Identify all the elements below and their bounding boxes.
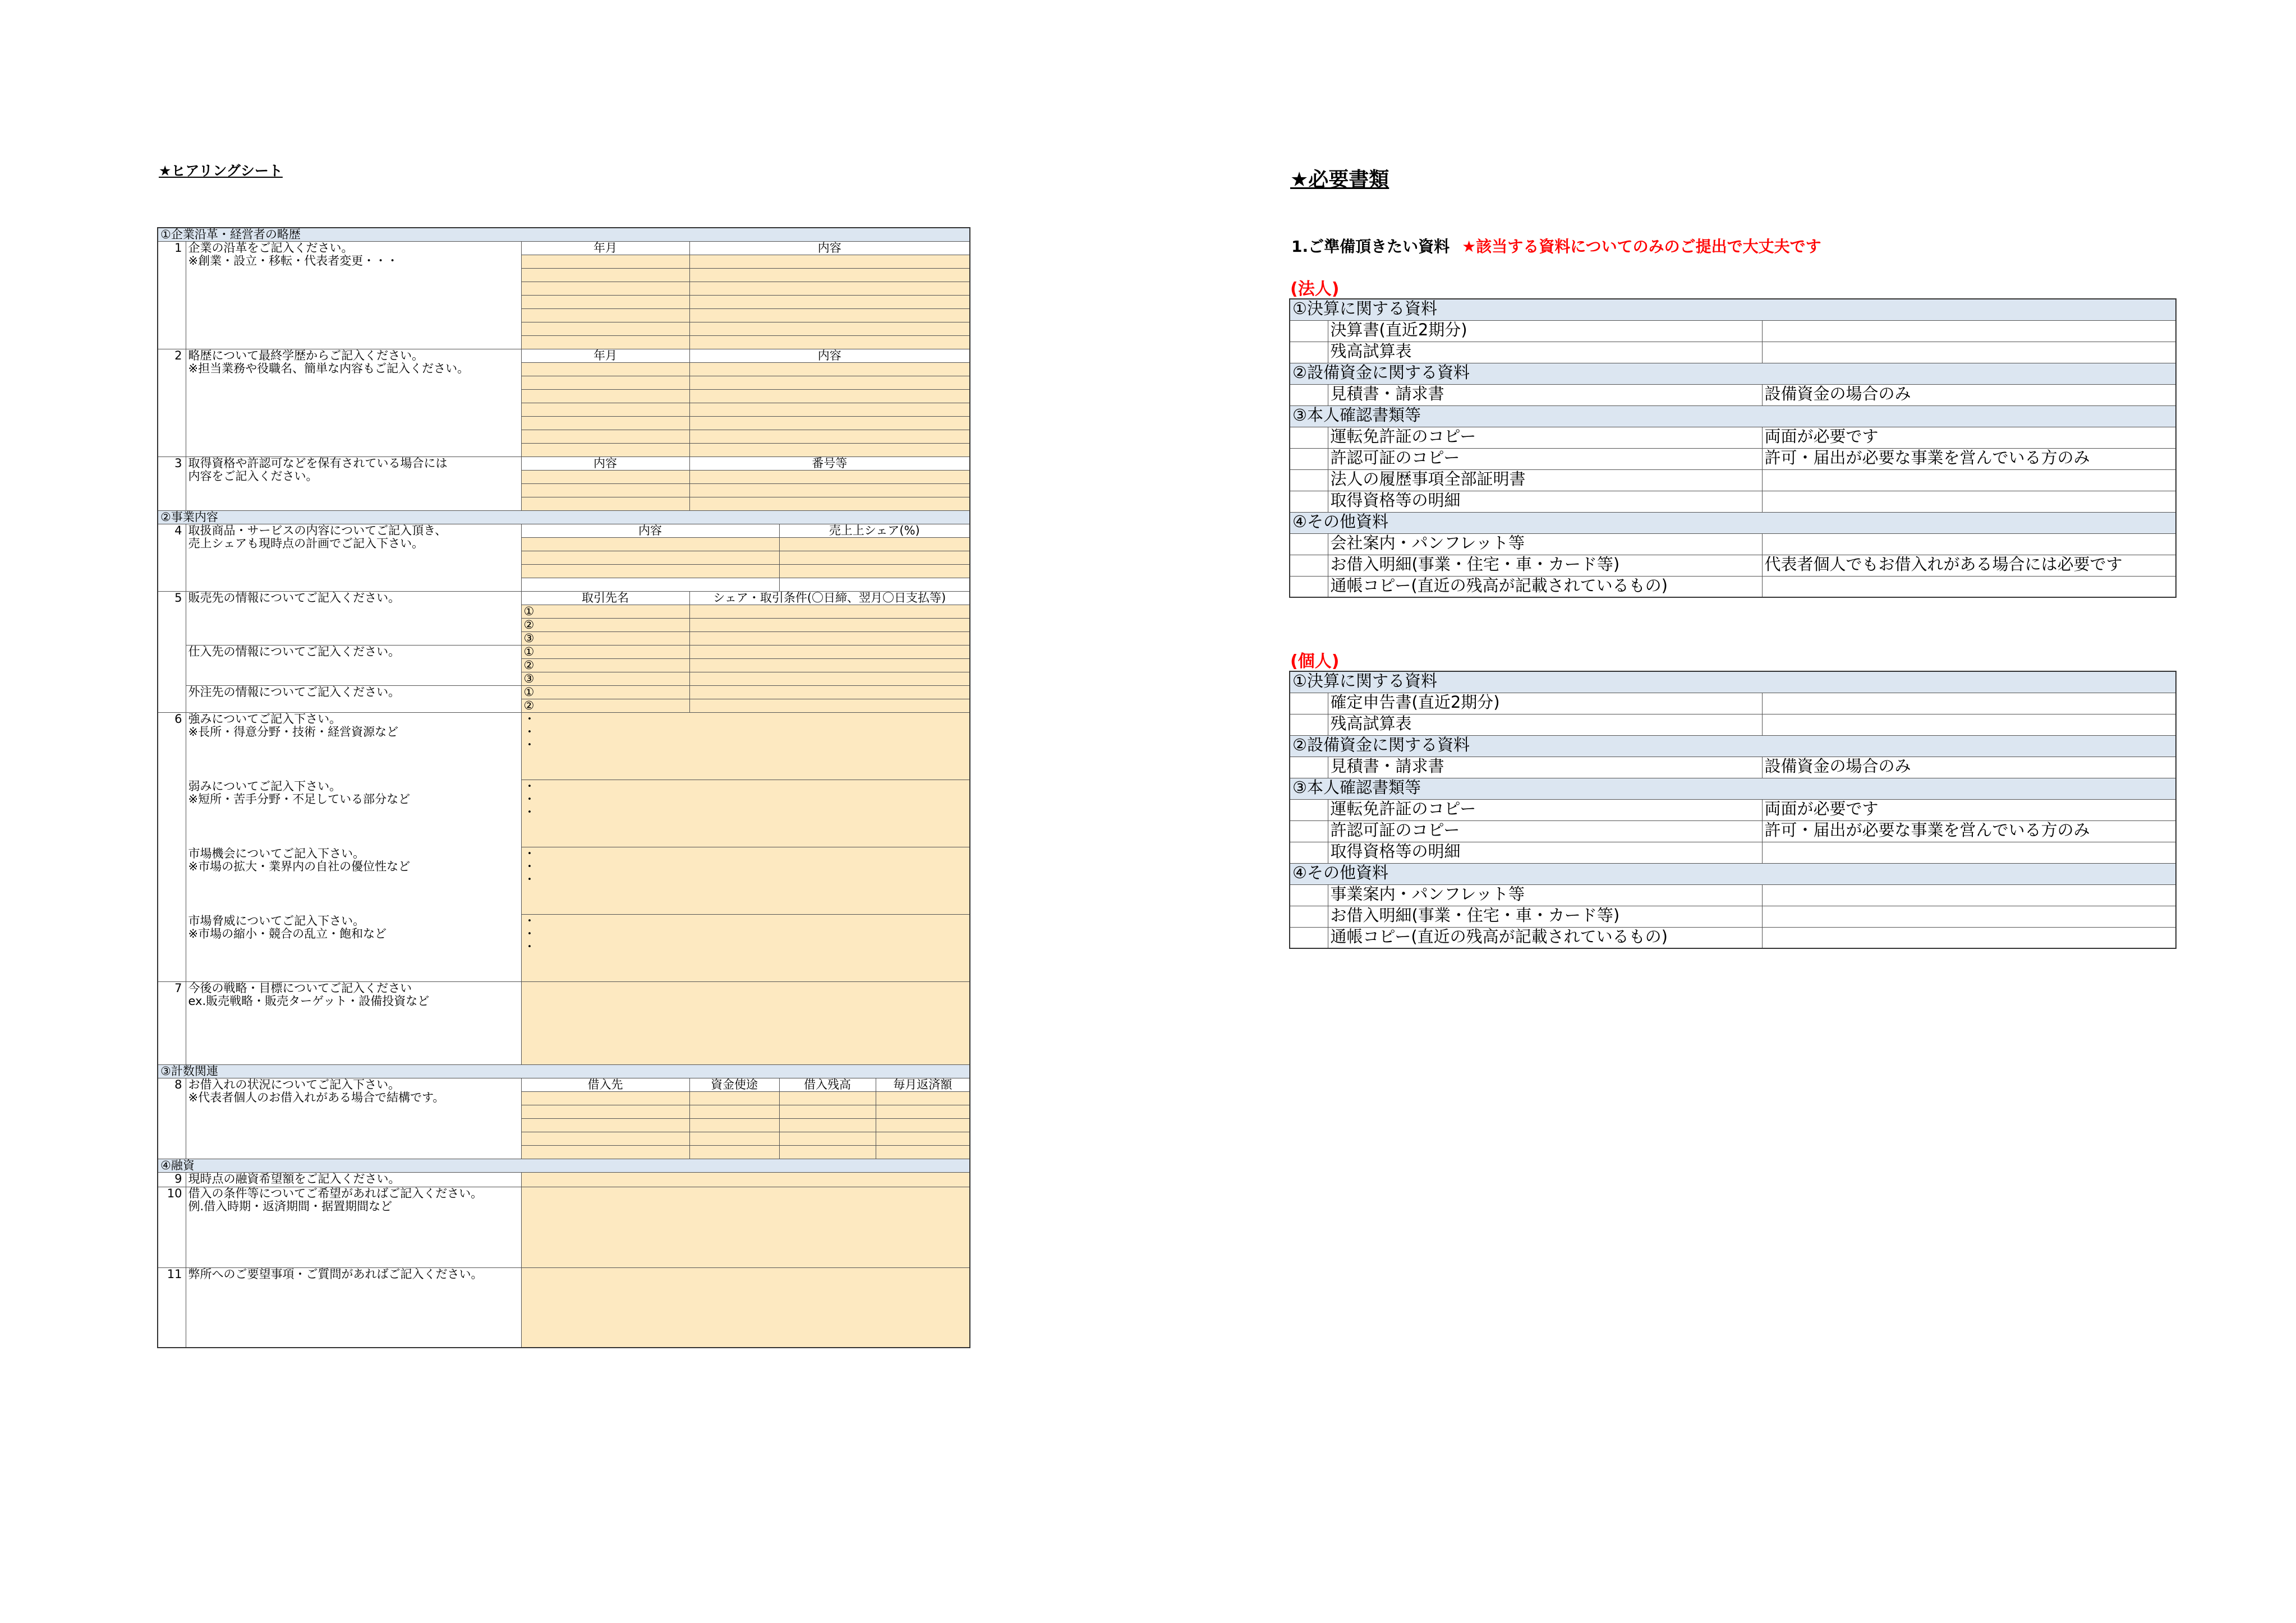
q1-date-field[interactable] (521, 282, 689, 296)
q6-weaknesses-question: 弱みについてご記入下さい。 ※短所・苦手分野・不足している部分など (186, 780, 521, 847)
q8-balance-field[interactable] (779, 1146, 876, 1159)
q5-sales-question: 販売先の情報についてご記入ください。 (186, 592, 521, 645)
q6-opportunities-field[interactable]: ・ ・ ・ (521, 847, 970, 915)
q5-outsource-terms-field[interactable] (689, 686, 970, 699)
q1-date-field[interactable] (521, 296, 689, 309)
ind-doc-note: 許可・届出が必要な事業を営んでいる方のみ (1762, 820, 2176, 842)
q1-col-date: 年月 (521, 242, 689, 255)
corp-doc-note (1762, 533, 2176, 555)
q8-number: 8 (158, 1078, 186, 1159)
q4-content-field[interactable] (521, 565, 779, 578)
q8-balance-field[interactable] (779, 1132, 876, 1146)
q5-sales-partner-field[interactable]: ③ (521, 632, 689, 645)
q2-content-field[interactable] (689, 444, 970, 457)
ind-doc-name: 確定申告書(直近2期分) (1328, 693, 1762, 714)
section2-title: ②事業内容 (158, 511, 970, 524)
q1-date-field[interactable] (521, 255, 689, 269)
subtitle-text: 1.ご準備頂きたい資料 (1291, 237, 1450, 256)
corp-doc-note (1762, 469, 2176, 491)
corp-sec3-title: ③本人確認書類等 (1290, 405, 2176, 427)
q5-sales-terms-field[interactable] (689, 619, 970, 632)
q4-content-field[interactable] (521, 551, 779, 565)
q4-number: 4 (158, 524, 186, 592)
q1-content-field[interactable] (689, 322, 970, 336)
q5-outsource-field[interactable]: ① (521, 686, 689, 699)
corp-doc-note (1762, 320, 2176, 342)
hearing-sheet-title: ★ヒアリングシート (159, 163, 283, 179)
q2-content-field[interactable] (689, 430, 970, 444)
q8-lender-field[interactable] (521, 1132, 689, 1146)
required-docs-subtitle (1291, 234, 1821, 257)
q4-share-field[interactable] (779, 538, 970, 551)
q2-content-field[interactable] (689, 403, 970, 417)
q8-purpose-field[interactable] (689, 1105, 779, 1119)
ind-doc-name: 許認可証のコピー (1328, 820, 1762, 842)
q5-supplier-terms-field[interactable] (689, 645, 970, 659)
q5-number: 5 (158, 592, 186, 713)
q8-question: お借入れの状況についてご記入下さい。 ※代表者個人のお借入れがある場合で結構です。 (186, 1078, 521, 1159)
q4-content-field[interactable] (521, 538, 779, 551)
q5-sales-terms-field[interactable] (689, 605, 970, 619)
ind-sec2-title: ②設備資金に関する資料 (1290, 735, 2176, 757)
ind-sec4-title: ④その他資料 (1290, 863, 2176, 884)
corp-doc-name: 決算書(直近2期分) (1328, 320, 1762, 342)
q8-purpose-field[interactable] (689, 1146, 779, 1159)
q3-content-field[interactable] (521, 497, 689, 511)
ind-doc-note (1762, 884, 2176, 906)
q2-date-field[interactable] (521, 390, 689, 403)
q6-weaknesses-field[interactable]: ・ ・ ・ (521, 780, 970, 847)
q2-date-field[interactable] (521, 376, 689, 390)
required-docs-title: ★必要書類 (1290, 168, 1389, 191)
q2-content-field[interactable] (689, 376, 970, 390)
q5-supplier-field[interactable]: ① (521, 645, 689, 659)
q8-balance-field[interactable] (779, 1119, 876, 1132)
individual-label: (個人) (1290, 652, 1340, 671)
ind-doc-note (1762, 693, 2176, 714)
corp-doc-note: 代表者個人でもお借入れがある場合には必要です (1762, 555, 2176, 576)
q6-strengths-question: 強みについてご記入下さい。 ※長所・得意分野・技術・経営資源など (186, 713, 521, 780)
ind-sec1-title: ①決算に関する資料 (1290, 671, 2176, 693)
corp-doc-name: 許認可証のコピー (1328, 448, 1762, 469)
q1-content-field[interactable] (689, 269, 970, 282)
q2-date-field[interactable] (521, 363, 689, 376)
q7-number: 7 (158, 982, 186, 1065)
corp-doc-name: 通帳コピー(直近の残高が記載されているもの) (1328, 576, 1762, 597)
q1-content-field[interactable] (689, 282, 970, 296)
q3-number-field[interactable] (689, 484, 970, 497)
q4-spacer (521, 578, 779, 592)
corp-doc-name: 会社案内・パンフレット等 (1328, 533, 1762, 555)
q1-date-field[interactable] (521, 269, 689, 282)
q2-number: 2 (158, 349, 186, 457)
q8-lender-field[interactable] (521, 1146, 689, 1159)
q6-strengths-field[interactable]: ・ ・ ・ (521, 713, 970, 780)
q1-date-field[interactable] (521, 322, 689, 336)
corp-doc-note (1762, 491, 2176, 512)
ind-sec3-title: ③本人確認書類等 (1290, 778, 2176, 799)
q10-field[interactable] (521, 1187, 970, 1268)
q5-outsource-terms-field[interactable] (689, 699, 970, 713)
q2-question: 略歴について最終学歴からご記入ください。 ※担当業務や役職名、簡単な内容もご記入ください。 (186, 349, 521, 457)
corp-doc-name: お借入明細(事業・住宅・車・カード等) (1328, 555, 1762, 576)
ind-doc-note: 両面が必要です (1762, 799, 2176, 820)
q8-purpose-field[interactable] (689, 1119, 779, 1132)
q1-content-field[interactable] (689, 255, 970, 269)
q3-content-field[interactable] (521, 471, 689, 484)
corp-doc-name: 取得資格等の明細 (1328, 491, 1762, 512)
corp-doc-name: 運転免許証のコピー (1328, 427, 1762, 448)
q8-monthly-field[interactable] (876, 1146, 970, 1159)
q3-number-field[interactable] (689, 497, 970, 511)
q8-balance-field[interactable] (779, 1105, 876, 1119)
q8-lender-field[interactable] (521, 1119, 689, 1132)
q3-col-number: 番号等 (689, 457, 970, 471)
corp-sec2-title: ②設備資金に関する資料 (1290, 363, 2176, 384)
q1-content-field[interactable] (689, 309, 970, 322)
q5-sales-partner-field[interactable]: ① (521, 605, 689, 619)
corp-doc-name: 法人の履歴事項全部証明書 (1328, 469, 1762, 491)
corp-sec4-title: ④その他資料 (1290, 512, 2176, 533)
q5-supplier-terms-field[interactable] (689, 672, 970, 686)
q8-col-lender: 借入先 (521, 1078, 689, 1092)
q3-col-content: 内容 (521, 457, 689, 471)
q8-purpose-field[interactable] (689, 1092, 779, 1105)
q1-date-field[interactable] (521, 336, 689, 349)
q5-col-partner: 取引先名 (521, 592, 689, 605)
q4-question: 取扱商品・サービスの内容についてご記入頂き、 売上シェアも現時点の計画でご記入下さい。 (186, 524, 521, 592)
corp-doc-name: 見積書・請求書 (1328, 384, 1762, 405)
q1-number: 1 (158, 242, 186, 349)
q5-outsource-question: 外注先の情報についてご記入ください。 (186, 686, 521, 713)
q8-monthly-field[interactable] (876, 1092, 970, 1105)
corp-doc-note: 許可・届出が必要な事業を営んでいる方のみ (1762, 448, 2176, 469)
corporate-label: (法人) (1290, 279, 1340, 299)
ind-doc-note (1762, 927, 2176, 948)
q8-col-balance: 借入残高 (779, 1078, 876, 1092)
q4-share-field[interactable] (779, 551, 970, 565)
section3-title: ③計数関連 (158, 1065, 970, 1078)
q4-col-share: 売上上シェア(%) (779, 524, 970, 538)
q2-date-field[interactable] (521, 417, 689, 430)
ind-doc-name: 残高試算表 (1328, 714, 1762, 735)
q8-col-purpose: 資金使途 (689, 1078, 779, 1092)
q4-share-field[interactable] (779, 565, 970, 578)
q2-content-field[interactable] (689, 417, 970, 430)
hearing-sheet-table (157, 227, 970, 1348)
q8-lender-field[interactable] (521, 1092, 689, 1105)
q3-number: 3 (158, 457, 186, 511)
q3-content-field[interactable] (521, 484, 689, 497)
q7-field[interactable] (521, 982, 970, 1065)
q5-supplier-field[interactable]: ② (521, 659, 689, 672)
q4-col-content: 内容 (521, 524, 779, 538)
q5-col-terms: シェア・取引条件(〇日締、翌月〇日支払等) (689, 592, 970, 605)
corp-doc-note: 設備資金の場合のみ (1762, 384, 2176, 405)
section1-title: ①企業沿革・経営者の略歴 (158, 228, 970, 242)
ind-doc-name: 事業案内・パンフレット等 (1328, 884, 1762, 906)
ind-doc-name: お借入明細(事業・住宅・車・カード等) (1328, 906, 1762, 927)
ind-doc-note (1762, 842, 2176, 863)
corp-doc-note (1762, 576, 2176, 597)
q5-suppliers-question: 仕入先の情報についてご記入ください。 (186, 645, 521, 686)
q2-col-date: 年月 (521, 349, 689, 363)
q2-date-field[interactable] (521, 430, 689, 444)
individual-docs-table (1289, 671, 2177, 949)
q5-supplier-field[interactable]: ③ (521, 672, 689, 686)
q10-number: 10 (158, 1187, 186, 1268)
q6-threats-field[interactable]: ・ ・ ・ (521, 915, 970, 982)
subtitle-note: ★該当する資料についてのみのご提出で大丈夫です (1462, 237, 1821, 256)
q3-question: 取得資格や許認可などを保有されている場合には 内容をご記入ください。 (186, 457, 521, 511)
q1-date-field[interactable] (521, 309, 689, 322)
q5-sales-partner-field[interactable]: ② (521, 619, 689, 632)
q5-sales-terms-field[interactable] (689, 632, 970, 645)
q9-question: 現時点の融資希望額をご記入ください。 (186, 1173, 521, 1187)
q11-number: 11 (158, 1268, 186, 1348)
q1-content-field[interactable] (689, 296, 970, 309)
q2-date-field[interactable] (521, 444, 689, 457)
q8-lender-field[interactable] (521, 1105, 689, 1119)
ind-doc-note (1762, 714, 2176, 735)
q8-purpose-field[interactable] (689, 1132, 779, 1146)
q4-spacer (779, 578, 970, 592)
q6-opportunities-question: 市場機会についてご記入下さい。 ※市場の拡大・業界内の自社の優位性など (186, 847, 521, 915)
q5-supplier-terms-field[interactable] (689, 659, 970, 672)
corp-doc-name: 残高試算表 (1328, 342, 1762, 363)
q7-question: 今後の戦略・目標についてご記入ください ex.販売戦略・販売ターゲット・設備投資など (186, 982, 521, 1065)
ind-doc-note (1762, 906, 2176, 927)
q1-content-field[interactable] (689, 336, 970, 349)
ind-doc-note: 設備資金の場合のみ (1762, 757, 2176, 778)
q9-number: 9 (158, 1173, 186, 1187)
ind-doc-name: 通帳コピー(直近の残高が記載されているもの) (1328, 927, 1762, 948)
q10-question: 借入の条件等についてご希望があればご記入ください。 例.借入時期・返済期間・据置期間など (186, 1187, 521, 1268)
corp-doc-note (1762, 342, 2176, 363)
corporate-docs-table (1289, 298, 2177, 598)
q11-field[interactable] (521, 1268, 970, 1348)
ind-doc-name: 運転免許証のコピー (1328, 799, 1762, 820)
q2-content-field[interactable] (689, 363, 970, 376)
ind-doc-name: 取得資格等の明細 (1328, 842, 1762, 863)
q6-number: 6 (158, 713, 186, 982)
q1-col-content: 内容 (689, 242, 970, 255)
q8-monthly-field[interactable] (876, 1132, 970, 1146)
q3-number-field[interactable] (689, 471, 970, 484)
corp-doc-note: 両面が必要です (1762, 427, 2176, 448)
section4-title: ④融資 (158, 1159, 970, 1173)
ind-doc-name: 見積書・請求書 (1328, 757, 1762, 778)
q8-col-monthly: 毎月返済額 (876, 1078, 970, 1092)
q8-monthly-field[interactable] (876, 1105, 970, 1119)
q8-balance-field[interactable] (779, 1092, 876, 1105)
q8-monthly-field[interactable] (876, 1119, 970, 1132)
q6-threats-question: 市場脅威についてご記入下さい。 ※市場の縮小・競合の乱立・飽和など (186, 915, 521, 982)
q2-date-field[interactable] (521, 403, 689, 417)
q9-field[interactable] (521, 1173, 970, 1187)
corp-sec1-title: ①決算に関する資料 (1290, 299, 2176, 320)
q1-question: 企業の沿革をご記入ください。 ※創業・設立・移転・代表者変更・・・ (186, 242, 521, 349)
q5-outsource-field[interactable]: ② (521, 699, 689, 713)
q2-col-content: 内容 (689, 349, 970, 363)
q2-content-field[interactable] (689, 390, 970, 403)
q11-question: 弊所へのご要望事項・ご質問があればご記入ください。 (186, 1268, 521, 1348)
